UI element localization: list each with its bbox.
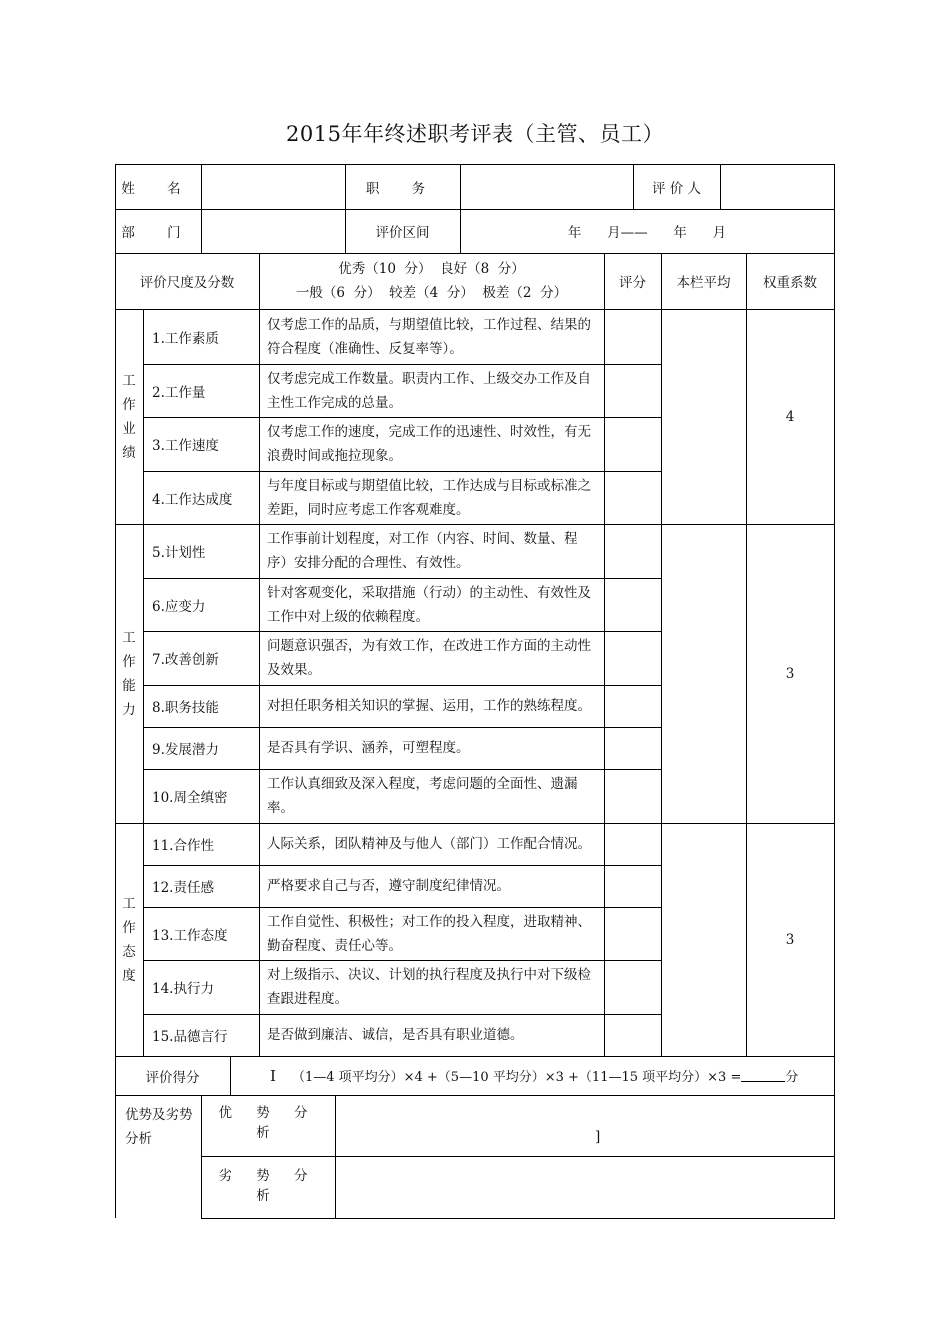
table-right-border [834, 164, 835, 1219]
criterion-description: 仅考虑完成工作数量。职责内工作、上级交办工作及自主性工作完成的总量。 [267, 370, 591, 411]
scale-label: 评价尺度及分数 [139, 275, 235, 291]
score-input-cell[interactable] [604, 907, 661, 960]
score-unit: 分 [785, 1070, 799, 1085]
position-field[interactable] [460, 164, 633, 209]
score-column-header: 评分 [619, 275, 646, 291]
score-input-cell[interactable] [604, 769, 661, 823]
group-label-char: 作 [122, 396, 136, 413]
group-weight: 3 [785, 665, 795, 682]
group-average-cell[interactable] [661, 823, 746, 1056]
score-input-cell[interactable] [604, 309, 661, 364]
score-input-cell[interactable] [604, 727, 661, 769]
group-average-cell[interactable] [661, 524, 746, 823]
scale-line-2: 一般（6 分） 较差（4 分） 极差（2 分） [295, 285, 568, 301]
criterion-description: 人际关系，团队精神及与他人（部门）工作配合情况。 [267, 836, 591, 852]
weakness-analysis-label: 劣 势 分 析 [218, 1168, 318, 1204]
formula-text: （1—4 项平均分）×4 +（5—10 平均分）×3 +（11—15 项平均分）×3 = [291, 1070, 742, 1085]
page-title: 2015年年终述职考评表（主管、员工） [286, 122, 664, 146]
criterion-name: 7.改善创新 [152, 652, 219, 668]
text-cursor-mark: I [270, 1066, 276, 1085]
criterion-name: 13.工作态度 [152, 927, 228, 944]
score-input-cell[interactable] [604, 524, 661, 578]
group-label-char: 作 [122, 919, 136, 936]
score-input-cell[interactable] [604, 364, 661, 417]
score-input-cell[interactable] [604, 1014, 661, 1056]
department-label: 部 门 [121, 225, 195, 241]
total-score-blank[interactable] [741, 1069, 785, 1082]
group-label-ability [115, 524, 143, 823]
group-label-char: 绩 [122, 444, 136, 461]
group-label-char: 力 [122, 701, 136, 718]
criterion-description: 工作事前计划程度，对工作（内容、时间、数量、程序）安排分配的合理性、有效性。 [267, 531, 578, 571]
group-weight: 3 [785, 931, 795, 948]
department-field[interactable] [201, 209, 345, 253]
criterion-description: 工作认真细致及深入程度，考虑问题的全面性、遗漏率。 [267, 776, 578, 816]
strength-analysis-label: 优 势 分 析 [218, 1105, 318, 1141]
period-label: 评价区间 [375, 225, 430, 241]
group-average-cell[interactable] [661, 309, 746, 524]
score-input-cell[interactable] [604, 631, 661, 685]
criterion-description: 工作自觉性、积极性；对工作的投入程度，进取精神、勤奋程度、责任心等。 [267, 913, 591, 954]
name-field[interactable] [201, 164, 345, 209]
weakness-analysis-field[interactable] [335, 1156, 834, 1218]
group-label-char: 工 [122, 372, 136, 389]
criterion-description: 严格要求自己与否，遵守制度纪律情况。 [267, 878, 510, 894]
criterion-description: 是否具有学识、涵养，可塑程度。 [267, 740, 470, 756]
evaluator-label: 评 价 人 [651, 180, 702, 197]
group-weight: 4 [785, 408, 795, 425]
group-label-attitude [115, 823, 143, 1056]
criterion-name: 8.职务技能 [152, 700, 219, 716]
group-label-char: 作 [122, 653, 136, 670]
criterion-description: 问题意识强否，为有效工作，在改进工作方面的主动性及效果。 [267, 638, 591, 678]
criterion-description: 仅考虑工作的品质，与期望值比较，工作过程、结果的符合程度（准确性、反复率等）。 [267, 316, 591, 357]
criterion-name: 15.品德言行 [152, 1029, 228, 1045]
criterion-name: 5.计划性 [152, 545, 206, 561]
group-label-char: 业 [122, 420, 136, 437]
analysis-label: 优势及劣势分析 [125, 1107, 193, 1147]
strength-analysis-field[interactable] [335, 1095, 834, 1156]
rule-horizontal [201, 1218, 835, 1219]
criterion-name: 14.执行力 [152, 981, 214, 997]
average-column-header: 本栏平均 [676, 275, 731, 291]
criterion-name: 4.工作达成度 [152, 491, 233, 508]
criterion-name: 9.发展潜力 [152, 742, 219, 758]
total-score-label: 评价得分 [145, 1069, 200, 1086]
criterion-description: 是否做到廉洁、诚信，是否具有职业道德。 [267, 1027, 524, 1043]
score-input-cell[interactable] [604, 960, 661, 1014]
criterion-name: 12.责任感 [152, 880, 214, 896]
score-input-cell[interactable] [604, 865, 661, 907]
criterion-name: 10.周全缜密 [152, 790, 228, 806]
period-field[interactable]: 年 月—— 年 月 [567, 225, 727, 241]
group-label-char: 能 [122, 677, 136, 694]
criterion-name: 2.工作量 [152, 384, 206, 401]
score-input-cell[interactable] [604, 578, 661, 631]
scale-legend [259, 253, 604, 309]
score-input-cell[interactable] [604, 417, 661, 471]
group-label-char: 态 [122, 943, 136, 960]
criterion-description: 与年度目标或与期望值比较，工作达成与目标或标准之差距，同时应考虑工作客观难度。 [267, 477, 591, 518]
weight-column-header: 权重系数 [763, 275, 817, 291]
total-score-formula [230, 1056, 834, 1095]
group-label-char: 度 [122, 967, 136, 984]
name-label: 姓 名 [121, 180, 195, 197]
criterion-description: 对担任职务相关知识的掌握、运用，工作的熟练程度。 [267, 698, 591, 714]
criterion-name: 11.合作性 [152, 838, 214, 854]
criterion-name: 6.应变力 [152, 598, 206, 615]
score-input-cell[interactable] [604, 471, 661, 524]
criterion-description: 仅考虑工作的速度，完成工作的迅速性、时效性，有无浪费时间或拖拉现象。 [267, 424, 591, 464]
stray-bracket-mark: ] [595, 1129, 601, 1145]
criterion-description: 对上级指示、决议、计划的执行程度及执行中对下级检查跟进程度。 [267, 967, 591, 1007]
criterion-description: 针对客观变化，采取措施（行动）的主动性、有效性及工作中对上级的依赖程度。 [267, 584, 591, 625]
group-label-char: 工 [122, 629, 136, 646]
group-label-performance [115, 309, 143, 524]
group-label-char: 工 [122, 895, 136, 912]
criterion-name: 3.工作速度 [152, 438, 219, 454]
criterion-name: 1.工作素质 [152, 330, 219, 347]
evaluator-field[interactable] [720, 164, 834, 209]
position-label: 职 务 [365, 180, 440, 197]
score-input-cell[interactable] [604, 685, 661, 727]
scale-line-1: 优秀（10 分） 良好（8 分） [338, 261, 525, 277]
score-input-cell[interactable] [604, 823, 661, 865]
